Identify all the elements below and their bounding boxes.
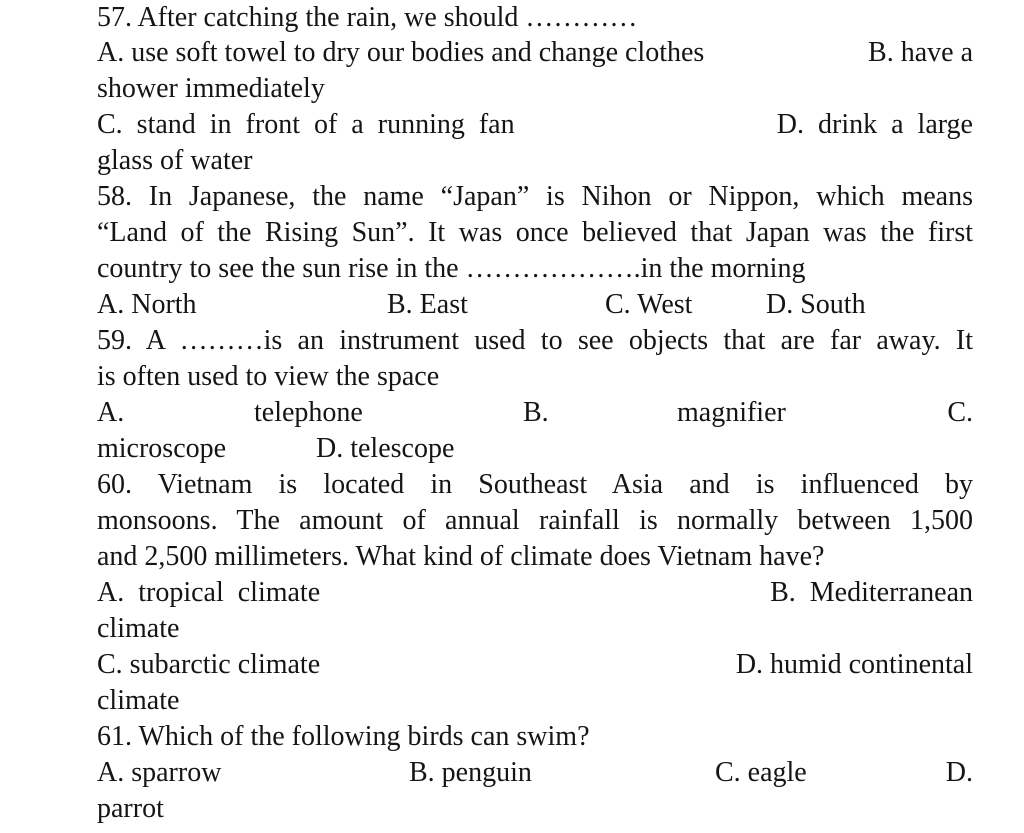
q60-option-d: D. humid continental bbox=[735, 649, 973, 680]
q59-option-d: D. telescope bbox=[316, 433, 455, 464]
q60-option-b-cont: climate bbox=[97, 613, 180, 644]
q59-option-b-letter: B. bbox=[523, 397, 549, 428]
q59-option-b-word: magnifier bbox=[677, 397, 786, 428]
q60-line-3: and 2,500 millimeters. What kind of climate does Vietnam have? bbox=[97, 541, 825, 572]
q59-line-1: 59. A ………is an instrument used to see objects that are far away. It bbox=[97, 325, 973, 356]
q61-option-a: A. sparrow bbox=[97, 757, 222, 788]
q60-option-a: A. tropical climate bbox=[97, 577, 321, 608]
q57-stem: 57. After catching the rain, we should ………… bbox=[97, 2, 638, 33]
q60-options-cd bbox=[97, 647, 973, 683]
q57-option-d-cont: glass of water bbox=[97, 145, 253, 176]
q59-option-c-letter: C. bbox=[947, 397, 973, 428]
q58-options bbox=[97, 287, 973, 323]
q57-option-b-cont: shower immediately bbox=[97, 73, 325, 104]
q59-option-c-word: microscope bbox=[97, 433, 227, 464]
q58-line-2: “Land of the Rising Sun”. It was once believed that Japan was the first bbox=[97, 217, 973, 248]
q61-stem: 61. Which of the following birds can swim? bbox=[97, 721, 590, 752]
q58-line-1: 58. In Japanese, the name “Japan” is Nihon or Nippon, which means bbox=[97, 181, 973, 212]
q61-options bbox=[97, 755, 973, 791]
q61-option-c: C. eagle bbox=[715, 757, 807, 788]
q57-option-a: A. use soft towel to dry our bodies and change clothes bbox=[97, 37, 705, 68]
q58-option-b: B. East bbox=[387, 289, 468, 320]
q60-option-d-cont: climate bbox=[97, 685, 180, 716]
q61-option-d-word: parrot bbox=[97, 793, 164, 824]
q61-option-b: B. penguin bbox=[409, 757, 532, 788]
q57-option-d-start: D. drink a large bbox=[776, 109, 973, 140]
q58-option-d: D. South bbox=[766, 289, 866, 320]
q59-option-a-word: telephone bbox=[254, 397, 363, 428]
q59-options-cd bbox=[97, 431, 973, 467]
q61-option-d-letter: D. bbox=[945, 757, 973, 788]
q60-options-ab bbox=[97, 575, 973, 611]
q57-options-cd bbox=[97, 107, 973, 143]
q60-line-2: monsoons. The amount of annual rainfall is normally between 1,500 bbox=[97, 505, 973, 536]
q57-option-b-start: B. have a bbox=[868, 37, 973, 68]
q58-option-c: C. West bbox=[605, 289, 693, 320]
q57-options-ab bbox=[97, 35, 973, 71]
q58-option-a: A. North bbox=[97, 289, 197, 320]
q60-line-1: 60. Vietnam is located in Southeast Asia and is influenced by bbox=[97, 469, 973, 500]
q60-option-b: B. Mediterranean bbox=[770, 577, 973, 608]
q59-options-abc bbox=[97, 395, 973, 431]
q59-line-2: is often used to view the space bbox=[97, 361, 440, 392]
q58-line-3: country to see the sun rise in the ……………….in the morning bbox=[97, 253, 806, 284]
q57-option-c: C. stand in front of a running fan bbox=[97, 109, 515, 140]
q59-option-a-letter: A. bbox=[97, 397, 125, 428]
q60-option-c: C. subarctic climate bbox=[97, 649, 321, 680]
